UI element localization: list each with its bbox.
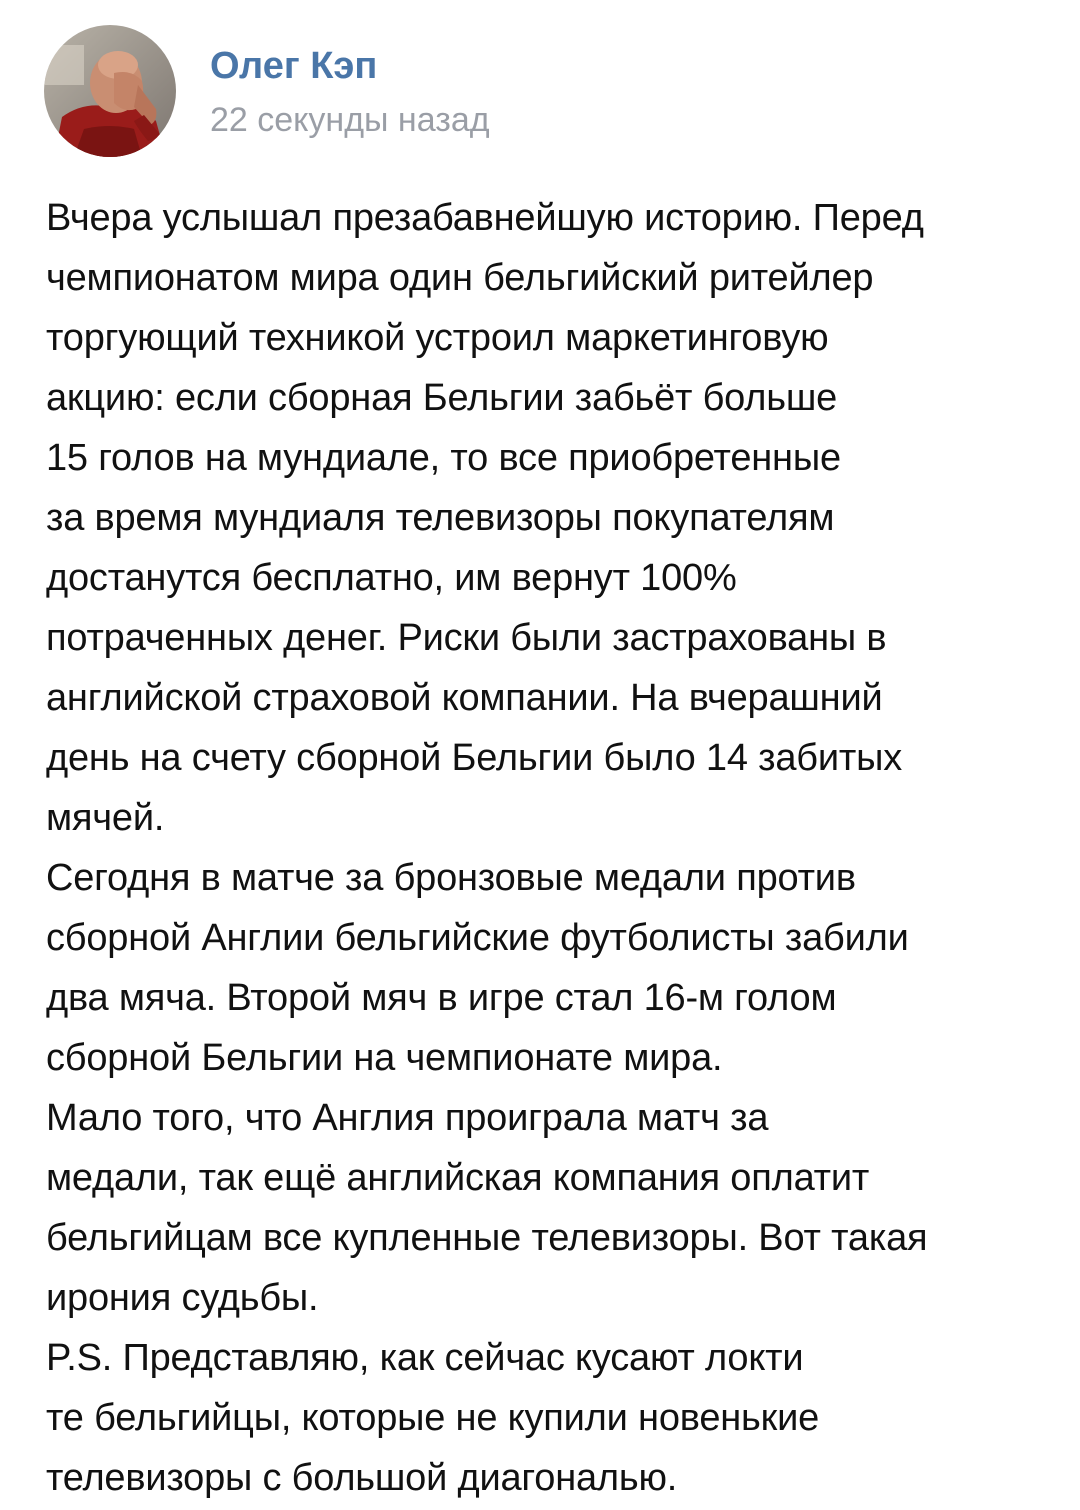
post-text-line: торгующий техникой устроил маркетинговую xyxy=(46,317,829,359)
post-text-line: сборной Англии бельгийские футболисты забили xyxy=(46,917,909,959)
post-text-line: Мало того, что Англия проиграла матч за xyxy=(46,1097,769,1139)
post-text-line: те бельгийцы, которые не купили новенькие xyxy=(46,1397,820,1439)
post-text-line: мячей. xyxy=(46,797,165,839)
post-text-line: сборной Бельгии на чемпионате мира. xyxy=(46,1037,723,1079)
post-timestamp: 22 секунды назад xyxy=(210,101,490,139)
post-text-line: Вчера услышал презабавнейшую историю. Перед xyxy=(46,197,924,239)
post-text-line: чемпионатом мира один бельгийский ритейлер xyxy=(46,257,874,299)
post-text-line: Сегодня в матче за бронзовые медали против xyxy=(46,857,856,899)
user-avatar-photo-icon xyxy=(44,25,176,157)
post-text-line: акцию: если сборная Бельгии забьёт больше xyxy=(46,377,838,419)
post-text-line: 15 голов на мундиале, то все приобретенные xyxy=(46,437,841,479)
post-body xyxy=(46,188,1046,1508)
post-text-line: ирония судьбы. xyxy=(46,1277,319,1319)
post-text-line: английской страховой компании. На вчерашний xyxy=(46,677,883,719)
author-avatar[interactable] xyxy=(44,25,176,157)
post-text-line: за время мундиаля телевизоры покупателям xyxy=(46,497,835,539)
post-text-line: день на счету сборной Бельгии было 14 забитых xyxy=(46,737,903,779)
post-text-line: P.S. Представляю, как сейчас кусают локти xyxy=(46,1337,804,1379)
post-text-line: бельгийцам все купленные телевизоры. Вот такая xyxy=(46,1217,928,1259)
post-text-line: два мяча. Второй мяч в игре стал 16-м голом xyxy=(46,977,837,1019)
post-text-line: потраченных денег. Риски были застрахованы в xyxy=(46,617,887,659)
author-name-link[interactable]: Олег Кэп xyxy=(210,45,378,87)
post-text-line: достанутся бесплатно, им вернут 100% xyxy=(46,557,737,599)
post-text-line: телевизоры с большой диагональю. xyxy=(46,1457,678,1499)
post-text-line: медали, так ещё английская компания оплатит xyxy=(46,1157,870,1199)
